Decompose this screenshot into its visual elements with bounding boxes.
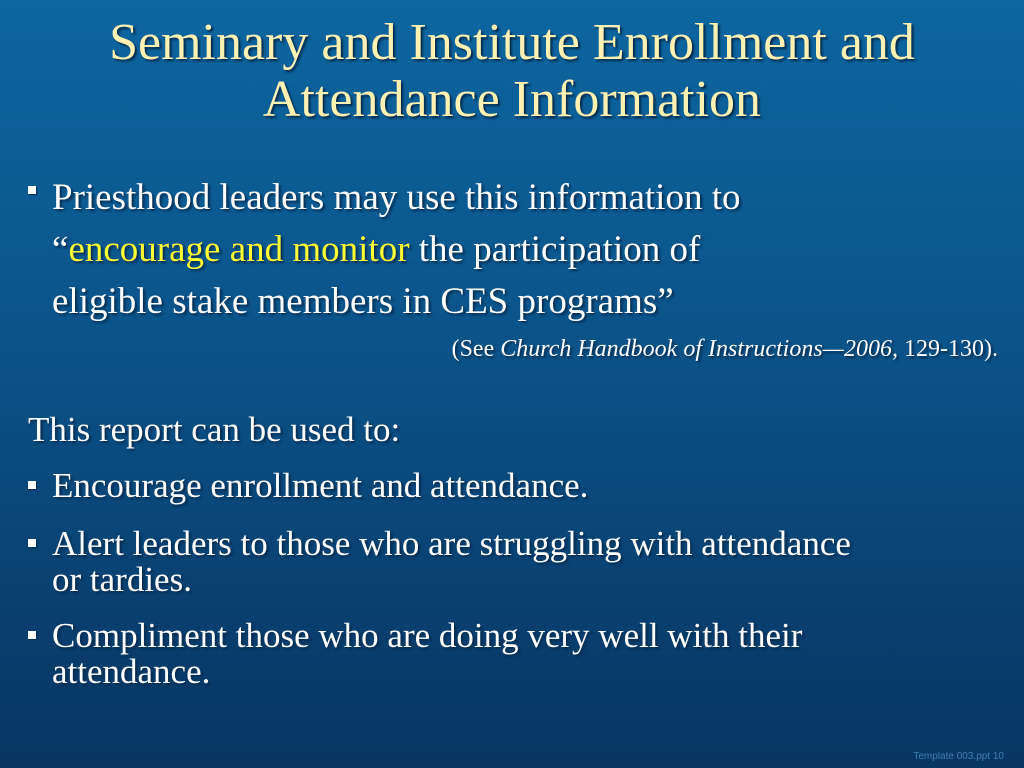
slide-title bbox=[0, 14, 1024, 128]
use-item-3-line-2: attendance. bbox=[52, 652, 211, 691]
use-item-1-line-1: Encourage enrollment and attendance. bbox=[52, 466, 589, 505]
use-item-1 bbox=[52, 468, 992, 504]
highlighted-phrase: encourage and monitor bbox=[68, 229, 410, 270]
bullet-square-icon bbox=[28, 183, 40, 199]
citation-prefix: (See bbox=[451, 336, 501, 362]
intro-line-1: Priesthood leaders may use this information to bbox=[52, 177, 741, 218]
use-item-2 bbox=[52, 526, 992, 598]
bullet-square-icon bbox=[28, 628, 40, 644]
intro-line-3: eligible stake members in CES programs” bbox=[52, 281, 674, 322]
use-item-3-line-1: Compliment those who are doing very well with their bbox=[52, 616, 803, 655]
intro-line-2-rest: the participation of bbox=[409, 229, 701, 270]
citation bbox=[452, 334, 998, 364]
citation-title: Church Handbook of Instructions—2006 bbox=[500, 336, 893, 362]
slide-footer: Template 003.ppt 10 bbox=[913, 751, 1004, 762]
uses-heading: This report can be used to: bbox=[28, 410, 401, 449]
bullet-square-icon bbox=[28, 478, 40, 494]
open-quote: “ bbox=[52, 229, 69, 270]
intro-paragraph bbox=[52, 172, 982, 328]
title-line-2: Attendance Information bbox=[262, 71, 762, 128]
citation-suffix: , 129-130). bbox=[892, 336, 998, 362]
use-item-2-line-2: or tardies. bbox=[52, 560, 192, 599]
intro-line-2 bbox=[52, 224, 982, 276]
title-line-1: Seminary and Institute Enrollment and bbox=[109, 14, 915, 71]
bullet-square-icon bbox=[28, 536, 40, 552]
use-item-3 bbox=[52, 618, 992, 690]
use-item-2-line-1: Alert leaders to those who are struggling with attendance bbox=[52, 524, 851, 563]
